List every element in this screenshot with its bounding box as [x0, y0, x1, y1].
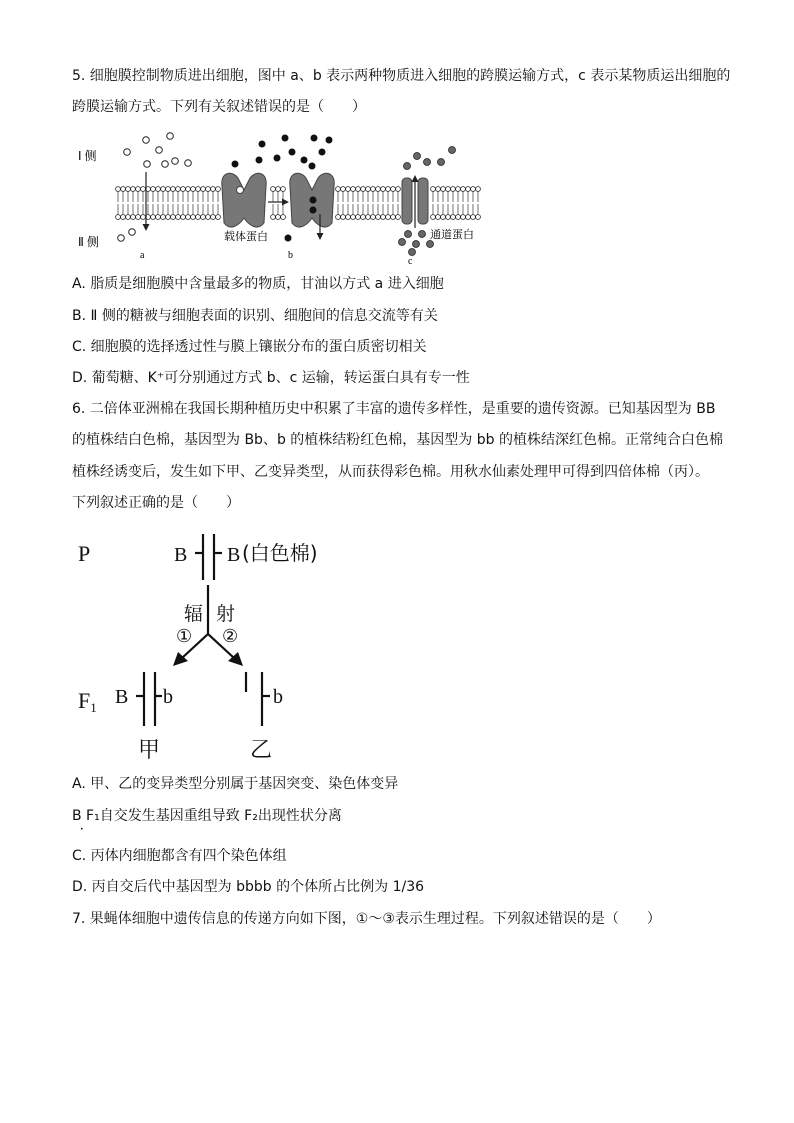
side2-label: Ⅱ 侧: [78, 235, 99, 249]
channel-protein-right: [418, 178, 428, 224]
label-channel: 通道蛋白: [430, 228, 474, 241]
side1-label: Ⅰ 侧: [78, 149, 97, 163]
mutation-figure: [70, 528, 370, 764]
path2-marker: ②: [222, 626, 239, 647]
p-gene-right: B: [227, 544, 241, 566]
f1-label: F1: [78, 688, 97, 715]
path1-marker: ①: [176, 626, 193, 647]
channel-protein-left: [402, 178, 412, 224]
yi-label: 乙: [250, 738, 273, 763]
label-c: c: [408, 256, 413, 267]
q5-stem-line2: 跨膜运输方式。下列有关叙述错误的是（ ）: [72, 99, 366, 115]
label-a: a: [140, 250, 145, 261]
p-gene-left: B: [174, 544, 188, 566]
q6-stem-line4: 下列叙述正确的是（ ）: [72, 495, 240, 511]
radiation-char1: 辐: [184, 603, 204, 625]
q5-stem-line1: 5. 细胞膜控制物质进出细胞，图中 a、b 表示两种物质进入细胞的跨膜运输方式，c 表示某物质运出细胞的: [72, 68, 731, 84]
membrane-transport-figure: [72, 128, 492, 268]
q7-stem: 7. 果蝇体细胞中遗传信息的传递方向如下图，①～③表示生理过程。下列叙述错误的是（ ）: [72, 911, 661, 927]
stray-dot: •: [80, 826, 84, 833]
q6-stem-line3: 植株经诱变后，发生如下甲、乙变异类型，从而获得彩色棉。用秋水仙素处理甲可得到四倍体棉（丙）。: [72, 464, 709, 480]
q6-stem-line1: 6. 二倍体亚洲棉在我国长期种植历史中积累了丰富的遗传多样性，是重要的遗传资源。已知基因型为 BB: [72, 401, 716, 417]
label-carrier: 载体蛋白: [224, 230, 268, 243]
q6-option-a: A. 甲、乙的变异类型分别属于基因突变、染色体变异: [72, 776, 399, 792]
q5-option-c: C. 细胞膜的选择透过性与膜上镶嵌分布的蛋白质密切相关: [72, 339, 427, 355]
yi-chromosomes: [246, 672, 270, 726]
jia-gene-left: B: [115, 686, 129, 708]
p-phenotype: (白色棉): [242, 541, 318, 565]
q6-option-b: B F₁自交发生基因重组导致 F₂出现性状分离: [72, 808, 342, 824]
q6-stem-line2: 的植株结白色棉，基因型为 Bb、b 的植株结粉红色棉，基因型为 bb 的植株结深红色棉。正常纯合白色棉: [72, 432, 723, 448]
label-b: b: [288, 250, 293, 261]
radiation-char2: 射: [216, 603, 236, 625]
p-chromosomes: [195, 534, 222, 580]
yi-gene-right: b: [273, 686, 283, 708]
p-label: P: [78, 541, 91, 566]
q6-option-c: C. 丙体内细胞都含有四个染色体组: [72, 848, 287, 864]
jia-chromosomes: [136, 672, 162, 726]
jia-label: 甲: [138, 738, 161, 763]
q5-option-a: A. 脂质是细胞膜中含量最多的物质，甘油以方式 a 进入细胞: [72, 276, 444, 292]
q6-option-d: D. 丙自交后代中基因型为 bbbb 的个体所占比例为 1/36: [72, 879, 425, 895]
jia-gene-right: b: [163, 686, 173, 708]
q5-option-b: B. Ⅱ 侧的糖被与细胞表面的识别、细胞间的信息交流等有关: [72, 308, 438, 324]
q5-option-d: D. 葡萄糖、K⁺可分别通过方式 b、c 运输，转运蛋白具有专一性: [72, 370, 470, 386]
